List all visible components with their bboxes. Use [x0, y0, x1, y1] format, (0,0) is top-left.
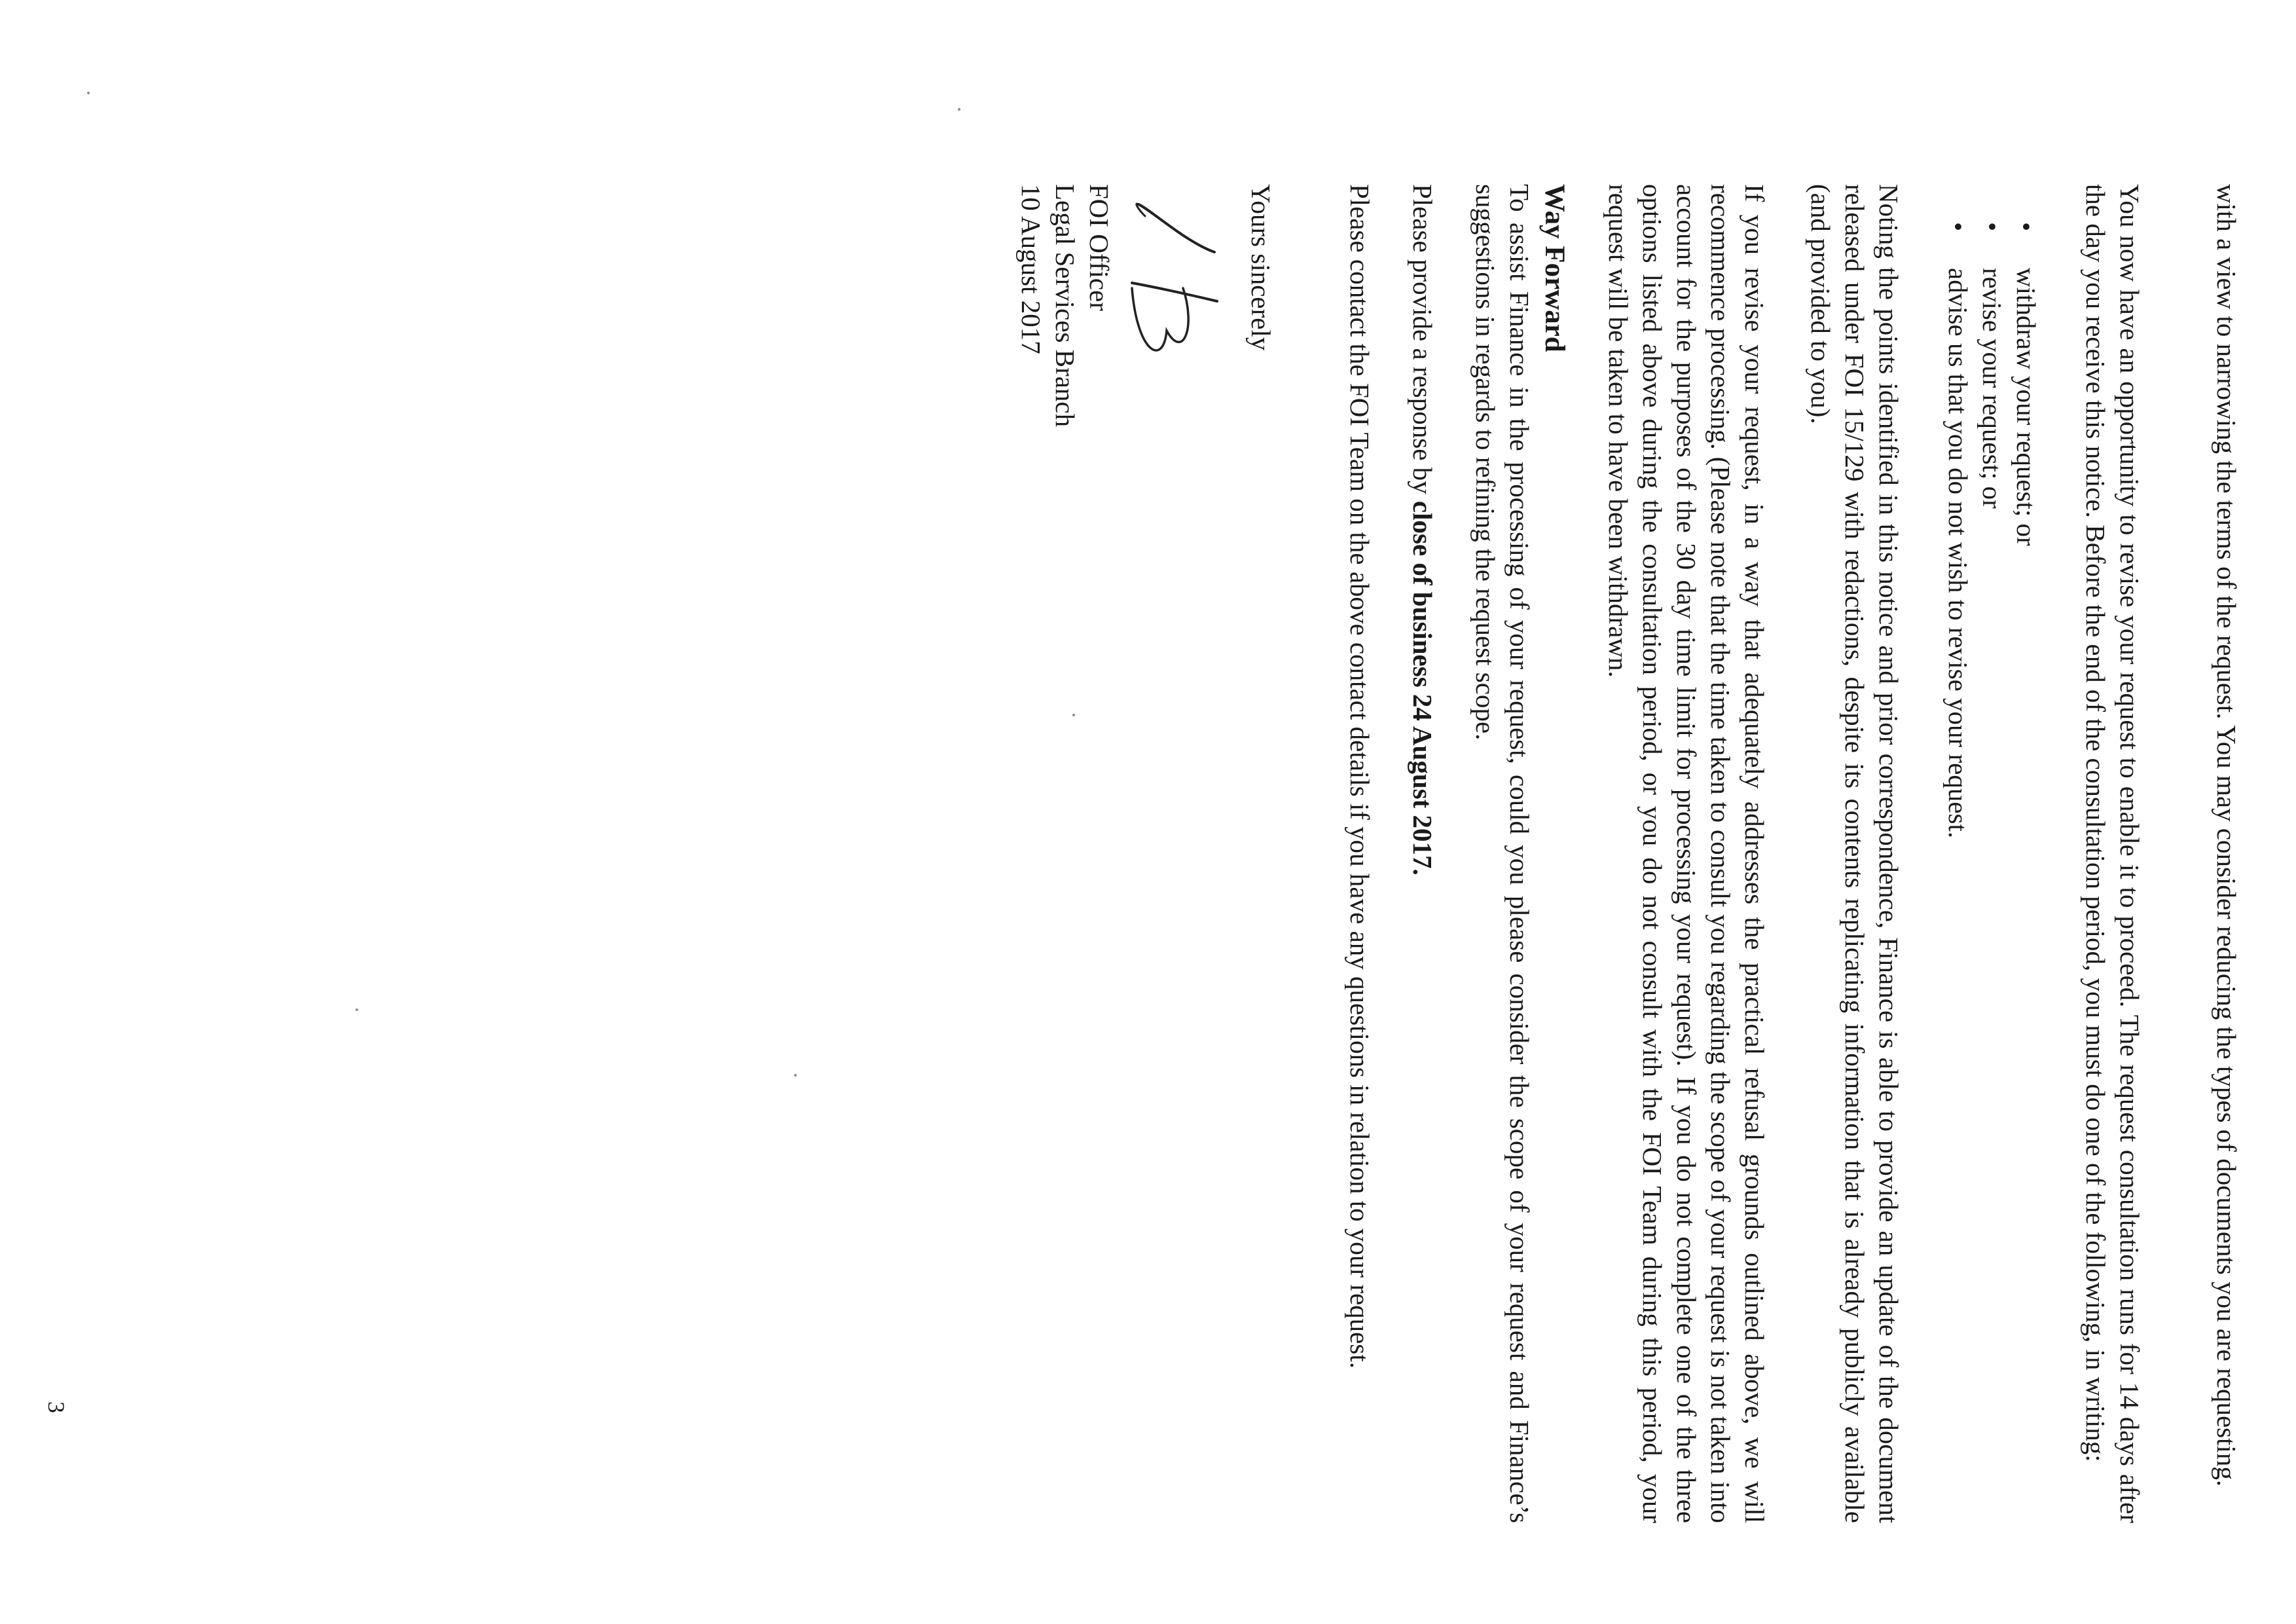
bullet-icon: • — [1943, 222, 1973, 232]
bullet-icon: • — [2011, 222, 2041, 232]
revise-paragraph: If you revise your request, in a way that adequately addresses the practical refusal grounds outlined above, we will recommence processing. (Please note that the time taken to consult you regarding the scope of your request is not taken into account for the purposes of the 30 day time limit for processing your request). If you do not complete one of the three options listed above during the consultation period, or you do not consult with the FOI Team during this period, your request will be taken to have been withdrawn. — [1603, 184, 1770, 1523]
noting-paragraph: Noting the points identified in this notice and prior correspondence, Finance is able to provide an update of the document released under FOI 15/129 with redactions, despite its contents replicating information that is already publicly available (and provided to you). — [1806, 184, 1904, 1523]
options-list — [1941, 184, 2043, 1523]
scan-speck — [355, 1008, 358, 1011]
response-paragraph — [1406, 184, 1440, 1523]
option-text: withdraw your request; or — [2011, 268, 2041, 546]
scan-speck — [794, 1074, 797, 1077]
intro-paragraph: with a view to narrowing the terms of the request. You may consider reducing the types of documents you are requesting. — [2212, 184, 2242, 1487]
option-withdraw — [2009, 184, 2043, 1523]
scan-speck — [958, 108, 960, 111]
page-number: 3 — [43, 1401, 69, 1413]
way-forward-heading: Way Forward — [1539, 184, 1570, 352]
scan-speck — [1072, 714, 1075, 716]
signatory-block — [1014, 184, 1116, 427]
option-text: revise your request; or — [1977, 268, 2007, 509]
closing: Yours sincerely — [1246, 184, 1276, 351]
response-deadline: close of business 24 August 2017 — [1408, 500, 1438, 869]
bullet-icon: • — [1977, 222, 2007, 232]
signature-mark — [1124, 190, 1222, 406]
signatory-title: FOI Officer — [1084, 184, 1114, 311]
option-text: advise us that you do not wish to revise your request. — [1943, 268, 1973, 839]
scan-speck — [87, 92, 90, 94]
assist-paragraph: To assist Finance in the processing of your request, could you please consider the scope of your request and Finance’s suggestions in regards to refining the request scope. — [1470, 184, 1535, 1523]
contact-paragraph: Please contact the FOI Team on the above contact details if you have any questions in relation to your request. — [1345, 184, 1375, 1369]
consultation-paragraph: You now have an opportunity to revise your request to enable it to proceed. The request consultation runs for 14 days after the day you receive this notice. Before the end of the consultation period, you must do one of the following, in writing: — [2081, 184, 2145, 1523]
response-period: . — [1408, 868, 1438, 876]
option-revise — [1975, 184, 2009, 1523]
response-text: Please provide a response by — [1408, 184, 1438, 501]
option-do-not-revise — [1941, 184, 1975, 1523]
signatory-date: 10 August 2017 — [1016, 184, 1046, 354]
signatory-branch: Legal Services Branch — [1050, 184, 1080, 428]
